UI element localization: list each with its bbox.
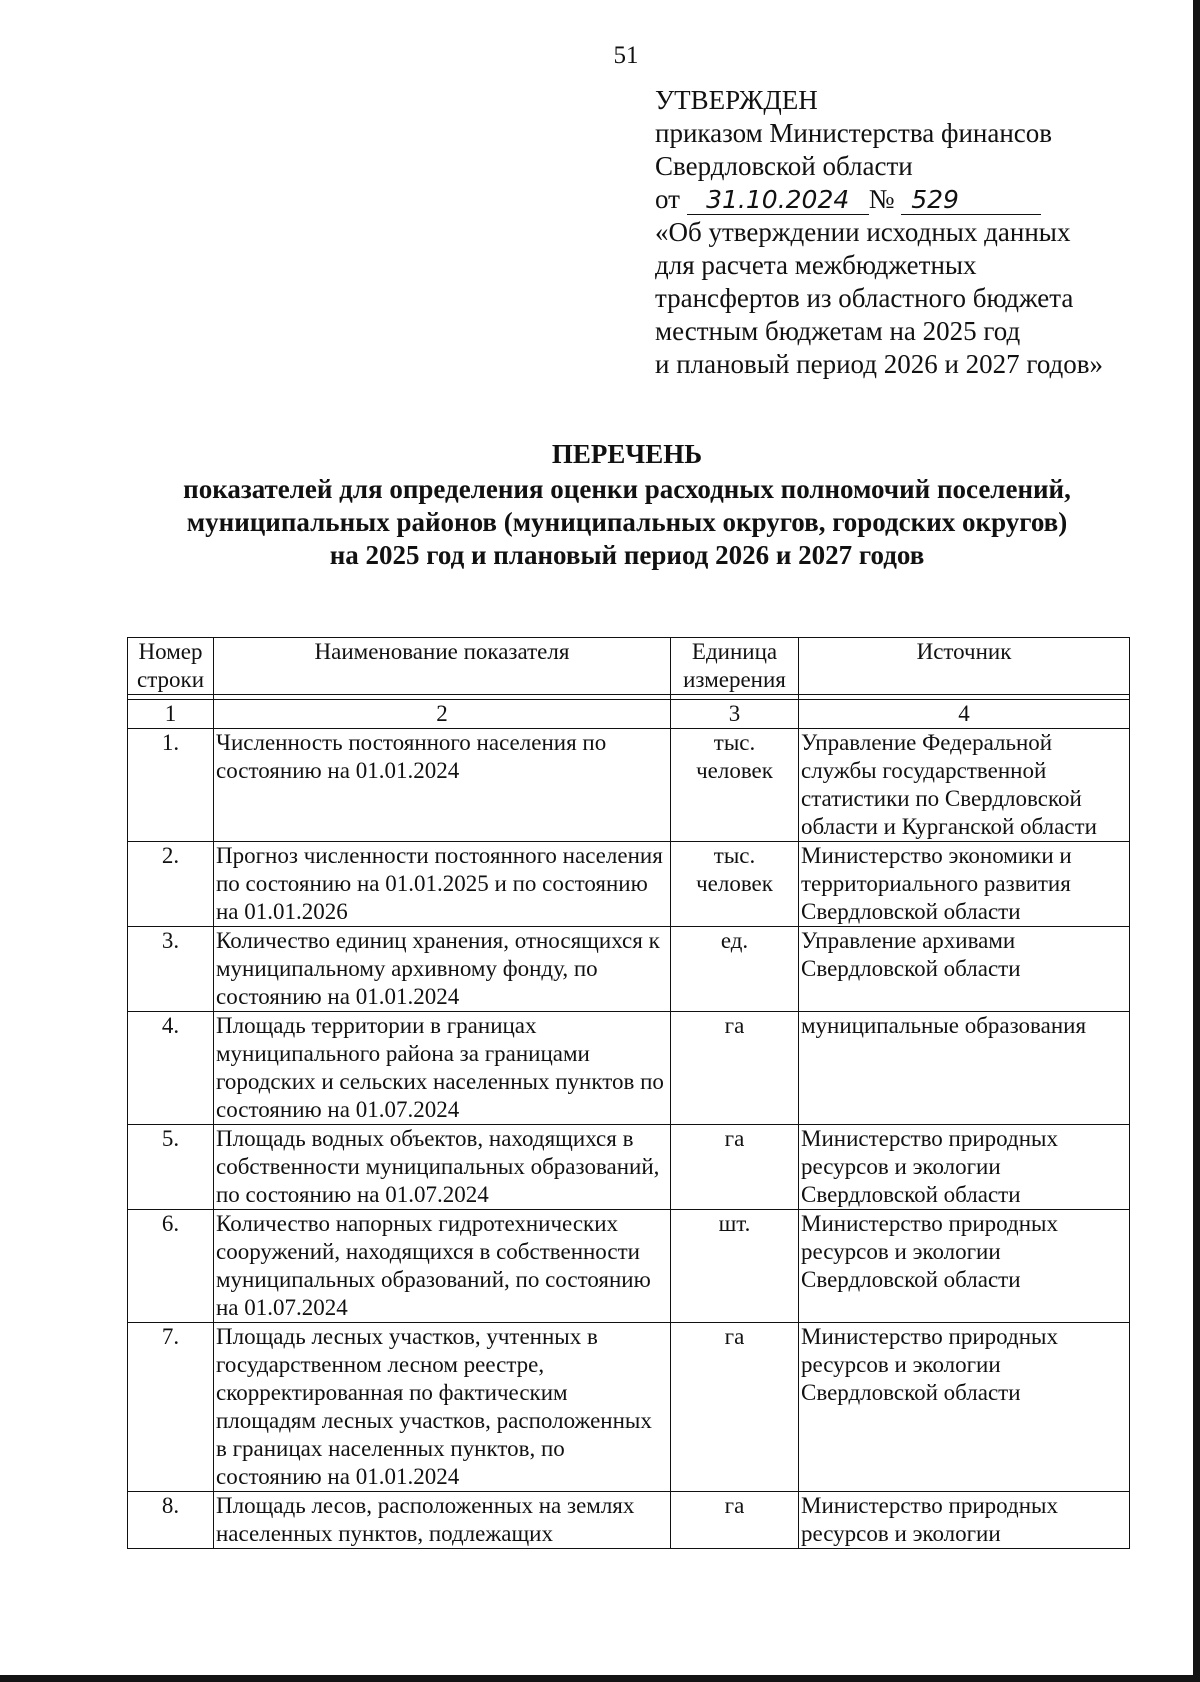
row-number: 6. [128,1210,214,1323]
column-numbers-row [128,700,1130,729]
indicators-table [127,637,1130,1549]
unit: тыс. человек [671,842,799,927]
row-number: 8. [128,1492,214,1549]
subject-line-2: для расчета межбюджетных [655,250,977,280]
column-number: 3 [671,700,799,729]
table-row [128,1323,1130,1492]
table-row [128,1210,1130,1323]
column-number: 4 [799,700,1130,729]
column-number: 1 [128,700,214,729]
subject-line-1: «Об утверждении исходных данных [655,217,1071,247]
indicator-name: Площадь лесных участков, учтенных в государственном лесном реестре, скорректированная по фактическим площадям лесных участков, расположенных в границах населенных пунктов, по состоянию на 01.01.2024 [214,1323,671,1492]
unit: ед. [671,927,799,1012]
table-row [128,842,1130,927]
table-row [128,1492,1130,1549]
indicator-name: Количество напорных гидротехнических сооружений, находящихся в собственности муниципальных образований, по состоянию на 01.07.2024 [214,1210,671,1323]
unit: тыс. человек [671,729,799,842]
title-line-1: показателей для определения оценки расходных полномочий поселений, [183,474,1071,504]
page-number: 51 [613,42,639,69]
unit: га [671,1492,799,1549]
source: Управление архивами Свердловской области [799,927,1130,1012]
subject-line-3: трансфертов из областного бюджета [655,283,1074,313]
date-field [687,185,869,215]
unit: га [671,1125,799,1210]
indicator-name: Площадь территории в границах муниципального района за границами городских и сельских населенных пунктов по состоянию на 01.07.2024 [214,1012,671,1125]
source: муниципальные образования [799,1012,1130,1125]
row-number: 7. [128,1323,214,1492]
number-sign: № [868,184,895,214]
table-row [128,927,1130,1012]
column-number: 2 [214,700,671,729]
approval-date-line [655,183,1175,216]
header-source: Источник [799,638,1130,695]
source: Министерство природных ресурсов и экологии Свердловской области [799,1210,1130,1323]
title-line-3: на 2025 год и плановый период 2026 и 2027 годов [329,540,925,570]
source: Министерство экономики и территориального развития Свердловской области [799,842,1130,927]
indicator-name: Численность постоянного населения по состоянию на 01.01.2024 [214,729,671,842]
row-number: 5. [128,1125,214,1210]
source: Министерство природных ресурсов и экологии [799,1492,1130,1549]
header-indicator-name: Наименование показателя [214,638,671,695]
row-number: 1. [128,729,214,842]
date-prefix: от [655,184,680,214]
row-number: 4. [128,1012,214,1125]
header-unit: Единица измерения [671,638,799,695]
table-row [128,729,1130,842]
document-title [120,438,1134,572]
approval-block [655,84,1175,381]
subject-line-5: и плановый период 2026 и 2027 годов» [655,349,1104,379]
title-main: ПЕРЕЧЕНЬ [551,439,703,469]
unit: шт. [671,1210,799,1323]
indicator-name: Прогноз численности постоянного населения по состоянию на 01.01.2025 и по состоянию на 01.01.2026 [214,842,671,927]
table-row [128,1012,1130,1125]
row-number: 3. [128,927,214,1012]
row-number: 2. [128,842,214,927]
unit: га [671,1012,799,1125]
source: Министерство природных ресурсов и экологии Свердловской области [799,1125,1130,1210]
handwritten-date: 31.10.2024 [706,185,850,214]
table-header-row [128,638,1130,695]
title-line-2: муниципальных районов (муниципальных округов, городских округов) [186,507,1068,537]
handwritten-number: 529 [911,185,959,214]
unit: га [671,1323,799,1492]
page-edge-bottom [0,1675,1200,1682]
approval-region-line: Свердловской области [655,151,913,181]
table-row [128,1125,1130,1210]
header-row-number: Номер строки [128,638,214,695]
indicator-name: Площадь водных объектов, находящихся в собственности муниципальных образований, по состоянию на 01.07.2024 [214,1125,671,1210]
subject-line-4: местным бюджетам на 2025 год [655,316,1021,346]
source: Министерство природных ресурсов и экологии Свердловской области [799,1323,1130,1492]
source: Управление Федеральной службы государственной статистики по Свердловской области и Курганской области [799,729,1130,842]
number-field [901,185,1041,215]
page-edge-right [1193,0,1200,1682]
indicator-name: Площадь лесов, расположенных на землях населенных пунктов, подлежащих [214,1492,671,1549]
indicator-name: Количество единиц хранения, относящихся к муниципальному архивному фонду, по состоянию на 01.01.2024 [214,927,671,1012]
approval-heading: УТВЕРЖДЕН [655,85,818,115]
approval-order-line: приказом Министерства финансов [655,118,1053,148]
